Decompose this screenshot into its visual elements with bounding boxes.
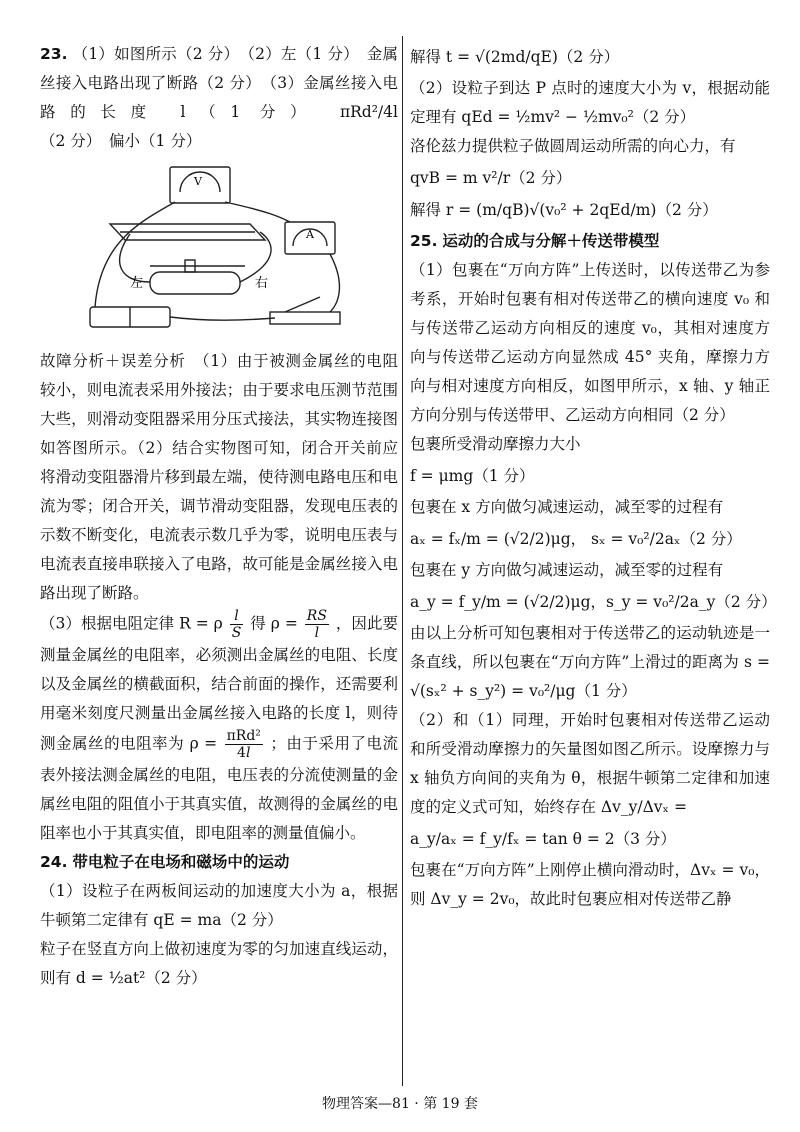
- tan-equation: a_y/aₓ = f_y/fₓ = tan θ = 2（3 分）: [410, 830, 676, 848]
- switch-icon: [270, 312, 340, 324]
- y-direction-text: 包裹在 y 方向做匀减速运动，减至零的过程有: [410, 561, 724, 579]
- q23-part3-b: ，因此要测量金属丝的电阻率，必须测出金属丝的电阻、长度以及金属丝的横截面积，结合前面的操作，还需要利用毫米刻度尺测量出金属丝接入电路的长度 l，则待测金属丝的电阻率为 ρ =: [40, 614, 398, 753]
- lorentz-text: 洛伦兹力提供粒子做圆周运动所需的向心力，有: [410, 137, 736, 155]
- q23-line1: （1）如图所示（2 分） （2）左（1 分） 金属丝接入电路出现了断路（2 分） （3）金属丝接入电路的长度 l（1 分）: [40, 45, 398, 121]
- q25-title: 运动的合成与分解＋传送带模型: [442, 232, 660, 250]
- q24-title: 带电粒子在电场和磁场中的运动: [72, 853, 290, 871]
- ammeter-label: A: [306, 228, 314, 241]
- figure-label-left: 左: [130, 276, 144, 291]
- left-column: [40, 40, 398, 993]
- distance-text: 由以上分析可知包裹相对于传送带乙的运动轨迹是一条直线，所以包裹在“万向方阵”上滑过的距离为 s = √(sₓ² + s_y²) = v₀²/μg（1 分）: [410, 624, 770, 700]
- rheostat-icon: [150, 272, 240, 294]
- friction-equation: f = μmg（1 分）: [410, 467, 535, 485]
- resistivity-final-fraction: $\frac{\text{πRd²}}{4l}$: [226, 728, 261, 761]
- column-divider: [402, 36, 403, 1086]
- q24-heading: [40, 848, 398, 877]
- q23-number: 23.: [40, 45, 68, 63]
- q24-part1-cont: 粒子在竖直方向上做初速度为零的匀加速直线运动，则有 d = ½at²（2 分）: [40, 940, 398, 987]
- lorentz-equation: qvB = m v²/r（2 分）: [410, 169, 572, 187]
- resistivity-fraction: $\frac{RS}{l}$: [306, 608, 327, 641]
- figure-label-right: 右: [255, 276, 269, 291]
- q24-part2: （2）设粒子到达 P 点时的速度大小为 v，根据动能定理有 qEd = ½mv² − ½mv₀²（2 分）: [410, 79, 770, 126]
- right-column: [410, 40, 777, 914]
- q25-number: 25.: [410, 232, 438, 250]
- q25-part2: （2）和（1）同理，开始时包裹相对传送带乙运动和所受滑动摩擦力的矢量图如图乙所示。设摩擦力与 x 轴负方向间的夹角为 θ，根据牛顿第二定律和加速度的定义式可知，始终存在 Δv_y/Δvₓ =: [410, 711, 770, 816]
- circuit-diagram: [70, 162, 370, 337]
- solve-time: 解得 t = √(2md/qE)（2 分）: [410, 48, 620, 66]
- stop-sliding-text: 包裹在“万向方阵”上刚停止横向滑动时，Δvₓ = v₀，则 Δv_y = 2v₀，故此时包裹应相对传送带乙静: [410, 861, 770, 908]
- q23-part3-c: ；由于采用了电流表外接法测金属丝的电阻，电压表的分流使测量的金属丝电阻的阻值小于其真实值，故测得的金属丝的电阻率也小于其真实值，即电阻率的测量值偏小。: [40, 734, 398, 842]
- x-direction-text: 包裹在 x 方向做匀减速运动，减至零的过程有: [410, 498, 724, 516]
- q24-part1: （1）设粒子在两板间运动的加速度大小为 a，根据牛顿第二定律有 qE = ma（2 分）: [40, 882, 398, 929]
- solve-radius: 解得 r = (m/qB)√(v₀² + 2qEd/m)（2 分）: [410, 201, 718, 219]
- y-direction-equation: a_y = f_y/m = (√2/2)μg，s_y = v₀²/2a_y（2 分）: [410, 593, 777, 611]
- voltmeter-label: V: [194, 175, 202, 188]
- x-direction-equation: aₓ = fₓ/m = (√2/2)μg， sₓ = v₀²/2aₓ（2 分）: [410, 530, 742, 548]
- circuit-figure: [70, 162, 370, 337]
- q23-part3-a: （3）根据电阻定律 R = ρ: [40, 614, 223, 633]
- page-footer: 物理答案—81 · 第 19 套: [322, 1096, 478, 1112]
- q25-heading: [410, 227, 770, 256]
- q23-formula: πRd²/4l: [339, 103, 398, 121]
- q23-analysis: 故障分析＋误差分析 （1）由于被测金属丝的电阻较小，则电流表采用外接法；由于要求电压测节范围大些，则滑动变阻器采用分压式接法，其实物连接图如答图所示。（2）结合实物图可知，闭合开关前应将滑动变阻器滑片移到最左端，使待测电路电压和电流为零；闭合开关，调节滑动变阻器，发现电压表的示数不断变化，电流表示数几乎为零，说明电压表与电流表直接串联接入了电路，故可能是金属丝接入电路出现了断路。: [40, 352, 398, 602]
- q23-answer: [40, 40, 398, 156]
- q24-number: 24.: [40, 853, 68, 871]
- friction-text: 包裹所受滑动摩擦力大小: [410, 435, 581, 453]
- q23-part3: （3）根据电阻定律 R = ρ $\frac{l}{S}$ 得 ρ = $\frac{RS}{l}$ ，因此要测量金属丝的电阻率，必须测出金属丝的电阻、长度以及金属丝的横截面积，结合前面的操作，还需要利用毫米刻度尺测量出金属丝接入电路的长度 l，则待测金属丝的电阻率为 ρ = $\frac{\text{πRd²}}{4l}$ ；由于采用了电流表外接法测金属丝的电阻，电压表的分流使测量的金属丝电阻的阻值小于其真实值，故测得的金属丝的电阻率也小于其真实值，即电阻率的测量值偏小。: [40, 608, 398, 842]
- q23-line1-tail: （2 分） 偏小（1 分）: [40, 132, 202, 150]
- resistance-fraction: $\frac{l}{S}$: [231, 608, 242, 641]
- q25-part1: （1）包裹在“万向方阵”上传送时，以传送带乙为参考系，开始时包裹有相对传送带乙的横向速度 v₀ 和与传送带乙运动方向相反的速度 v₀，其相对速度方向与传送带乙运动方向显然成 45° 夹角，摩擦力方向与相对速度方向相反，如图甲所示，x 轴、y 轴正方向分别与传送带甲、乙运动方向相同（2 分）: [410, 261, 770, 424]
